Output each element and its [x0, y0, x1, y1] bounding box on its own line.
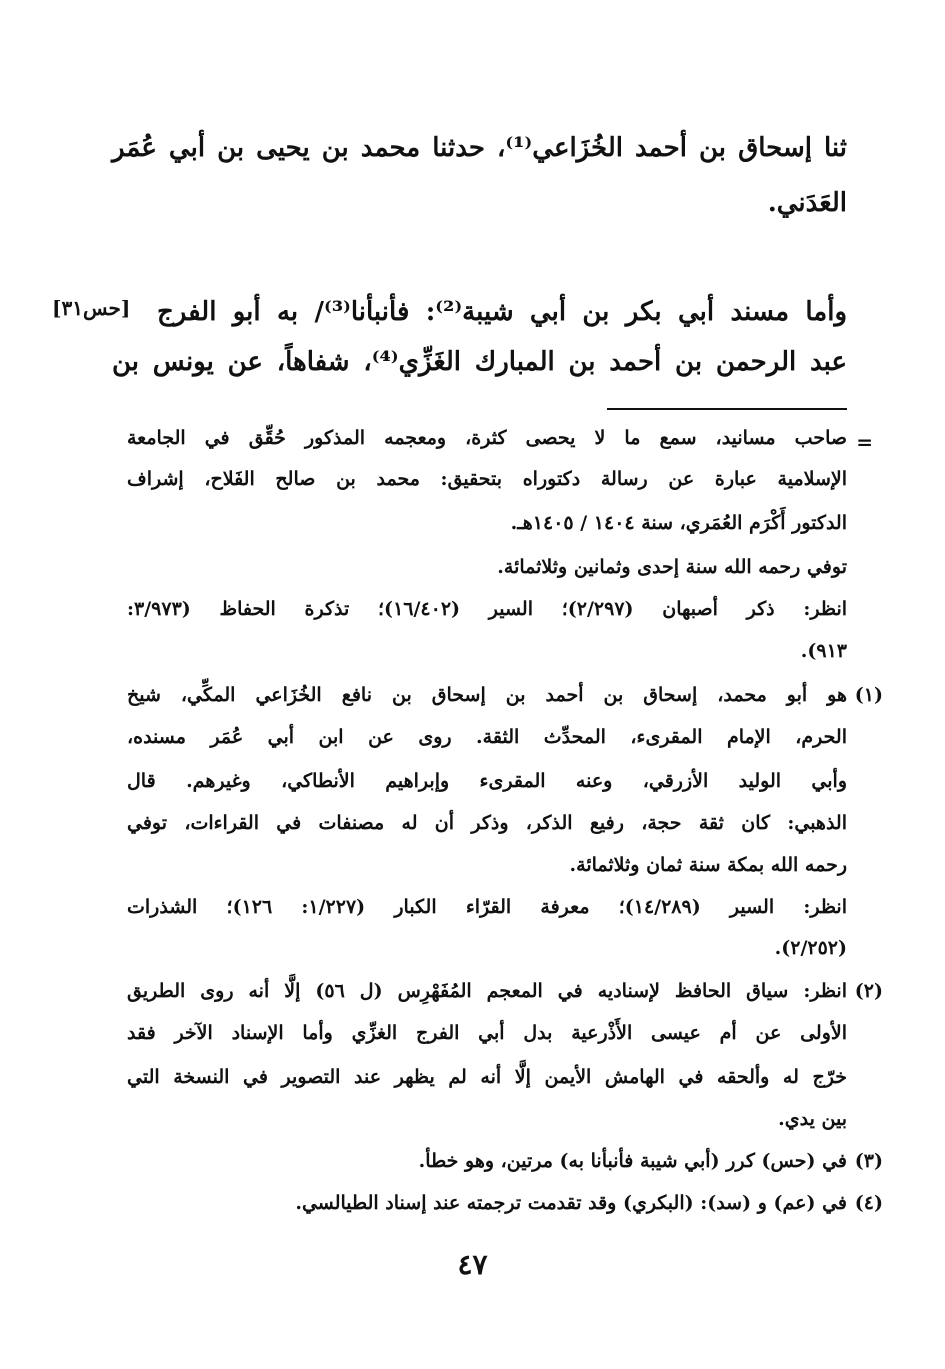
footnote-number: (١) — [854, 684, 883, 706]
footnote-1-line: الحرم، الإمام المقرىء، المحدِّث الثقة. روى عن ابن أبي عُمَر مسنده، — [127, 726, 847, 748]
main-text-line-2: العَدَني. — [767, 188, 847, 218]
footnote-separator — [607, 408, 847, 410]
footnote-1-line: (٢/٢٥٢). — [774, 937, 847, 959]
footnote-continued-line: انظر: ذكر أصبهان (٢/٢٩٧)؛ السير (١٦/٤٠٢)؛ تذكرة الحفاظ (٣/٩٧٣: — [127, 598, 848, 620]
footnote-continued-line: الدكتور أَكْرَم العُمَري، سنة ١٤٠٤ / ١٤٠٥هـ. — [510, 512, 847, 534]
main-text-line-3: وأما مسند أبي بكر بن أبي شيبة⁽²⁾: فأنبأنا⁽³⁾/ به أبو الفرج — [157, 297, 848, 327]
continuation-mark: = — [856, 430, 873, 454]
footnote-continued-line: ٩١٣). — [800, 640, 847, 662]
footnote-number: (٢) — [854, 980, 883, 1002]
footnote-2-line: انظر: سياق الحافظ لإسناديه في المعجم المُفَهْرِس (ل ٥٦) إلَّا أنه روى الطريق — [127, 980, 847, 1002]
footnote-number: (٤) — [854, 1192, 883, 1214]
footnote-4-line: في (عم) و (سد): (البكري) وقد تقدمت ترجمته عند إسناد الطيالسي. — [295, 1192, 847, 1214]
footnote-1-line: وأبي الوليد الأزرقي، وعنه المقرىء وإبراهيم الأنطاكي، وغيرهم. قال — [127, 770, 847, 792]
footnote-2-line: خرّج له وألحقه في الهامش الأيمن إلَّا أنه لم يظهر عند التصوير في النسخة التي — [127, 1066, 847, 1088]
footnote-continued-line: الإسلامية عبارة عن رسالة دكتوراه بتحقيق: محمد بن صالح الفَلاح، إشراف — [127, 468, 847, 490]
footnote-1-line: رحمه الله بمكة سنة ثمان وثلاثمائة. — [569, 854, 847, 876]
footnote-1-line: هو أبو محمد، إسحاق بن أحمد بن إسحاق بن نافع الخُزَاعي المكِّي، شيخ — [127, 684, 847, 706]
footnote-number: (٣) — [854, 1150, 883, 1172]
footnote-2-line: بين يدي. — [778, 1108, 847, 1130]
footnote-continued-line: صاحب مسانيد، سمع ما لا يحصى كثرة، ومعجمه المذكور حُقِّق في الجامعة — [127, 427, 847, 449]
main-text-line-1: ثنا إسحاق بن أحمد الخُزَاعي⁽¹⁾، حدثنا محمد بن يحيى بن أبي عُمَر — [112, 133, 848, 163]
footnote-3-line: في (حس) كرر (أبي شيبة فأنبأنا به) مرتين، وهو خطأ. — [418, 1150, 847, 1172]
manuscript-margin-note: [حس٣١] — [52, 296, 131, 320]
page-number: ٤٧ — [457, 1248, 488, 1281]
footnote-2-line: الأولى عن أم عيسى الأَذْرعية بدل أبي الفرج الغزِّي وأما الإسناد الآخر فقد — [127, 1022, 847, 1044]
main-text-line-4: عبد الرحمن بن أحمد بن المبارك الغَزِّي⁽⁴⁾، شفاهاً، عن يونس بن — [112, 347, 847, 377]
footnote-continued-line: توفي رحمه الله سنة إحدى وثمانين وثلاثمائة. — [497, 556, 847, 578]
footnote-1-line: انظر: السير (١٤/٢٨٩)؛ معرفة القرّاء الكبار (١/٢٢٧: ١٢٦)؛ الشذرات — [127, 896, 847, 918]
footnote-1-line: الذهبي: كان ثقة حجة، رفيع الذكر، وذكر أن له مصنفات في القراءات، توفي — [127, 812, 847, 834]
